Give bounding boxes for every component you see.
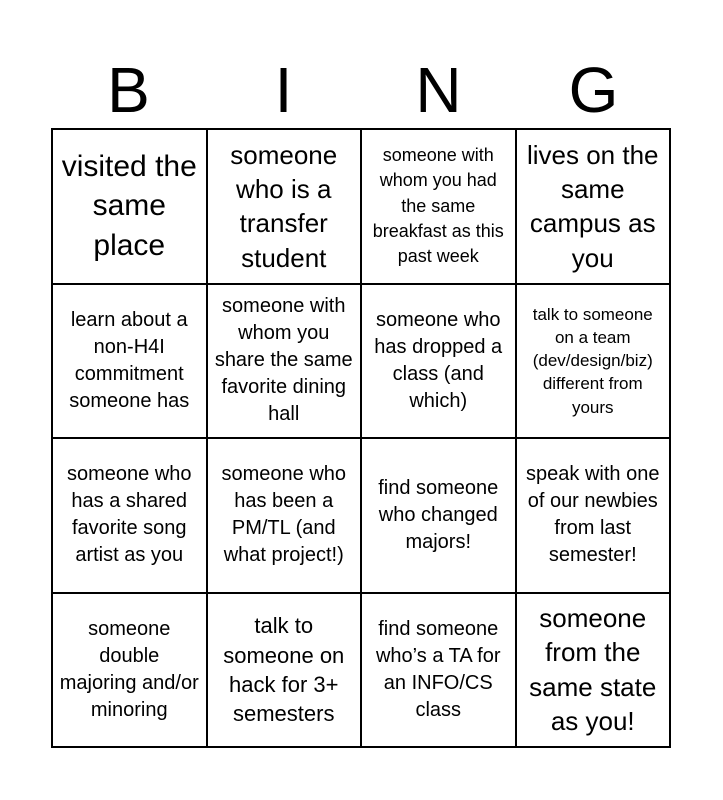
header-letter-i: I: [274, 54, 293, 126]
bingo-cell-text: lives on the same campus as you: [526, 139, 659, 273]
bingo-cell-text: someone with whom you share the same favorite dining hall: [214, 295, 353, 426]
bingo-cell-text: someone who has dropped a class (and which): [374, 308, 503, 412]
bingo-cell[interactable]: [53, 439, 208, 594]
bingo-board: [51, 128, 671, 748]
bingo-cell-text: find someone who’s a TA for an INFO/CS class: [375, 617, 501, 721]
bingo-cell-text: speak with one of our newbies from last semester!: [526, 463, 660, 567]
bingo-cell[interactable]: [362, 439, 517, 594]
bingo-cell[interactable]: [53, 130, 208, 285]
bingo-cell-text: learn about a non-H4I commitment someone has: [69, 308, 190, 412]
bingo-cell-text: someone double majoring and/or minoring: [59, 617, 199, 721]
bingo-cell-text: someone from the same state as you!: [529, 603, 657, 737]
bingo-cell[interactable]: [53, 285, 208, 440]
bingo-cell[interactable]: [362, 594, 517, 749]
bingo-cell-text: someone with whom you had the same breakfast as this past week: [372, 145, 504, 267]
bingo-cell[interactable]: [208, 285, 363, 440]
bingo-cell-text: someone who has a shared favorite song artist as you: [66, 463, 192, 567]
bingo-cell[interactable]: [208, 130, 363, 285]
bingo-cell-text: talk to someone on hack for 3+ semesters: [223, 613, 345, 726]
bingo-cell[interactable]: [517, 439, 672, 594]
bingo-cell-text: talk to someone on a team (dev/design/biz) different from yours: [532, 304, 653, 417]
bingo-cell[interactable]: [208, 594, 363, 749]
header-letter-b: B: [107, 54, 150, 126]
bingo-cell[interactable]: [517, 285, 672, 440]
bingo-cell[interactable]: [517, 130, 672, 285]
bingo-cell-text: someone who has been a PM/TL (and what project!): [221, 463, 347, 567]
bingo-header: [51, 52, 671, 128]
bingo-cell[interactable]: [362, 130, 517, 285]
bingo-cell-text: someone who is a transfer student: [230, 139, 338, 273]
bingo-cell[interactable]: [53, 594, 208, 749]
bingo-cell-text: find someone who changed majors!: [378, 476, 499, 553]
bingo-cell-text: visited the same place: [61, 149, 197, 263]
bingo-cell[interactable]: [208, 439, 363, 594]
header-letter-g: G: [568, 54, 619, 126]
header-letter-n: N: [415, 54, 462, 126]
bingo-cell[interactable]: [517, 594, 672, 749]
bingo-cell[interactable]: [362, 285, 517, 440]
